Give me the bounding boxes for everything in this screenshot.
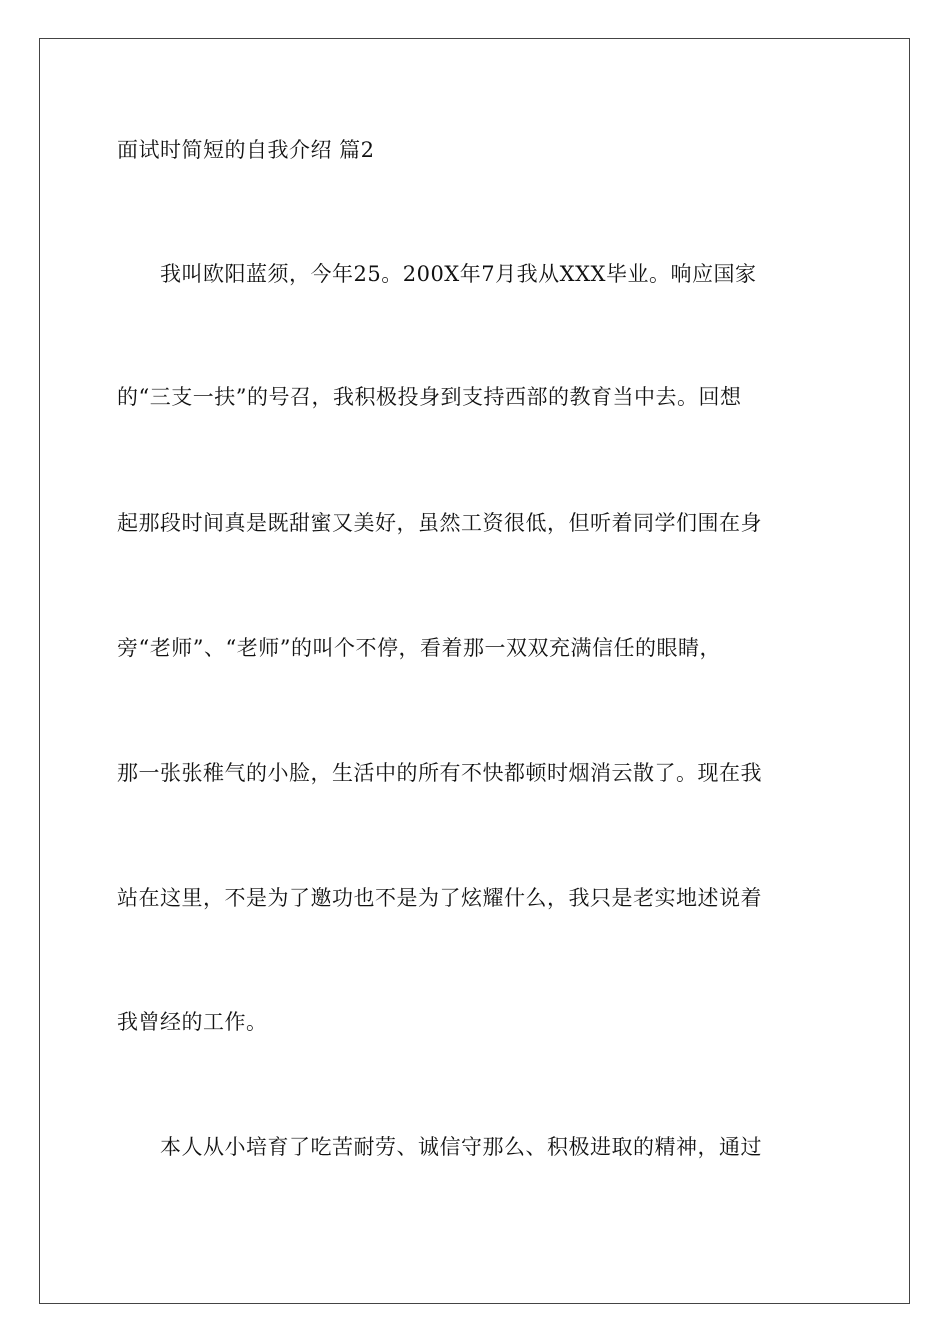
paragraph-line: 我叫欧阳蓝须，今年25。200X年7月我从XXX毕业。响应国家 bbox=[160, 262, 757, 286]
page-border bbox=[39, 38, 910, 1304]
paragraph-line: 旁“老师”、“老师”的叫个不停，看着那一双双充满信任的眼睛， bbox=[117, 636, 721, 660]
paragraph-line: 的“三支一扶”的号召，我积极投身到支持西部的教育当中去。回想 bbox=[117, 385, 742, 409]
paragraph-line: 我曾经的工作。 bbox=[117, 1010, 268, 1034]
document-title: 面试时简短的自我介绍 篇2 bbox=[117, 138, 375, 162]
paragraph-line: 起那段时间真是既甜蜜又美好，虽然工资很低，但听着同学们围在身 bbox=[117, 511, 762, 535]
paragraph-line: 站在这里，不是为了邀功也不是为了炫耀什么，我只是老实地述说着 bbox=[117, 886, 762, 910]
paragraph-line: 那一张张稚气的小脸，生活中的所有不快都顿时烟消云散了。现在我 bbox=[117, 761, 762, 785]
paragraph-line: 本人从小培育了吃苦耐劳、诚信守那么、积极进取的精神，通过 bbox=[160, 1135, 762, 1159]
